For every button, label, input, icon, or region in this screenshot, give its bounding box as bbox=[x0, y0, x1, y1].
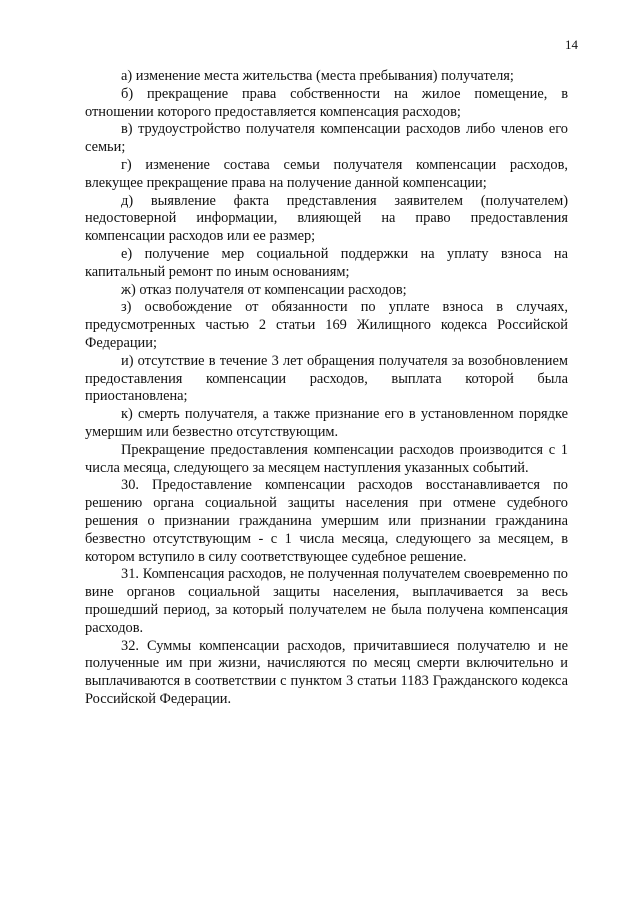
paragraph-termination-date: Прекращение предоставления компенсации расходов производится с 1 числа месяца, следующего за месяцем наступления указанных событий. bbox=[85, 441, 568, 476]
paragraph-item-b: б) прекращение права собственности на жилое помещение, в отношении которого предоставляется компенсация расходов; bbox=[85, 85, 568, 120]
paragraph-item-k: к) смерть получателя, а также признание его в установленном порядке умершим или безвестно отсутствующим. bbox=[85, 406, 568, 440]
paragraph-item-a: а) изменение места жительства (места пребывания) получателя; bbox=[121, 68, 514, 84]
paragraph-item-z: з) освобождение от обязанности по уплате взноса в случаях, предусмотренных частью 2 статьи 169 Жилищного кодекса Российской Федерации; bbox=[85, 299, 568, 351]
paragraph-item-e: е) получение мер социальной поддержки на уплату взноса на капитальный ремонт по иным основаниям; bbox=[85, 245, 568, 280]
paragraph-item-g: г) изменение состава семьи получателя компенсации расходов, влекущее прекращение права на получение данной компенсации; bbox=[85, 156, 568, 191]
page-number: 14 bbox=[565, 37, 578, 52]
paragraph-clause-30: 30. Предоставление компенсации расходов восстанавливается по решению органа социальной защиты населения при отмене судебного решения о признании гражданина умершим или признании гражданина безвестно отсутствующим - с 1 числа месяца, следующего за месяцем, в котором вступило в силу соответствующее судебное решение. bbox=[85, 477, 568, 565]
paragraph-clause-32: 32. Суммы компенсации расходов, причитавшиеся получателю и не полученные им при жизни, начисляются по месяц смерти включительно и выплачиваются в соответствии с пунктом 3 статьи 1183 Гражданского кодекса Российской Федерации. bbox=[85, 637, 568, 707]
paragraph-item-d: д) выявление факта представления заявителем (получателем) недостоверной информации, влияющей на право предоставления компенсации расходов или ее размер; bbox=[85, 192, 568, 245]
document-body bbox=[85, 68, 568, 709]
paragraph-item-v: в) трудоустройство получателя компенсации расходов либо членов его семьи; bbox=[85, 121, 568, 156]
paragraph-item-i: и) отсутствие в течение 3 лет обращения получателя за возобновлением предоставления компенсации расходов, выплата которой была приостановлена; bbox=[85, 352, 568, 405]
paragraph-clause-31: 31. Компенсация расходов, не полученная получателем своевременно по вине органов социальной защиты населения, выплачивается за весь прошедший период, за который получателем не была получена компенсация расходов. bbox=[85, 566, 568, 636]
paragraph-item-zh: ж) отказ получателя от компенсации расходов; bbox=[121, 281, 407, 298]
